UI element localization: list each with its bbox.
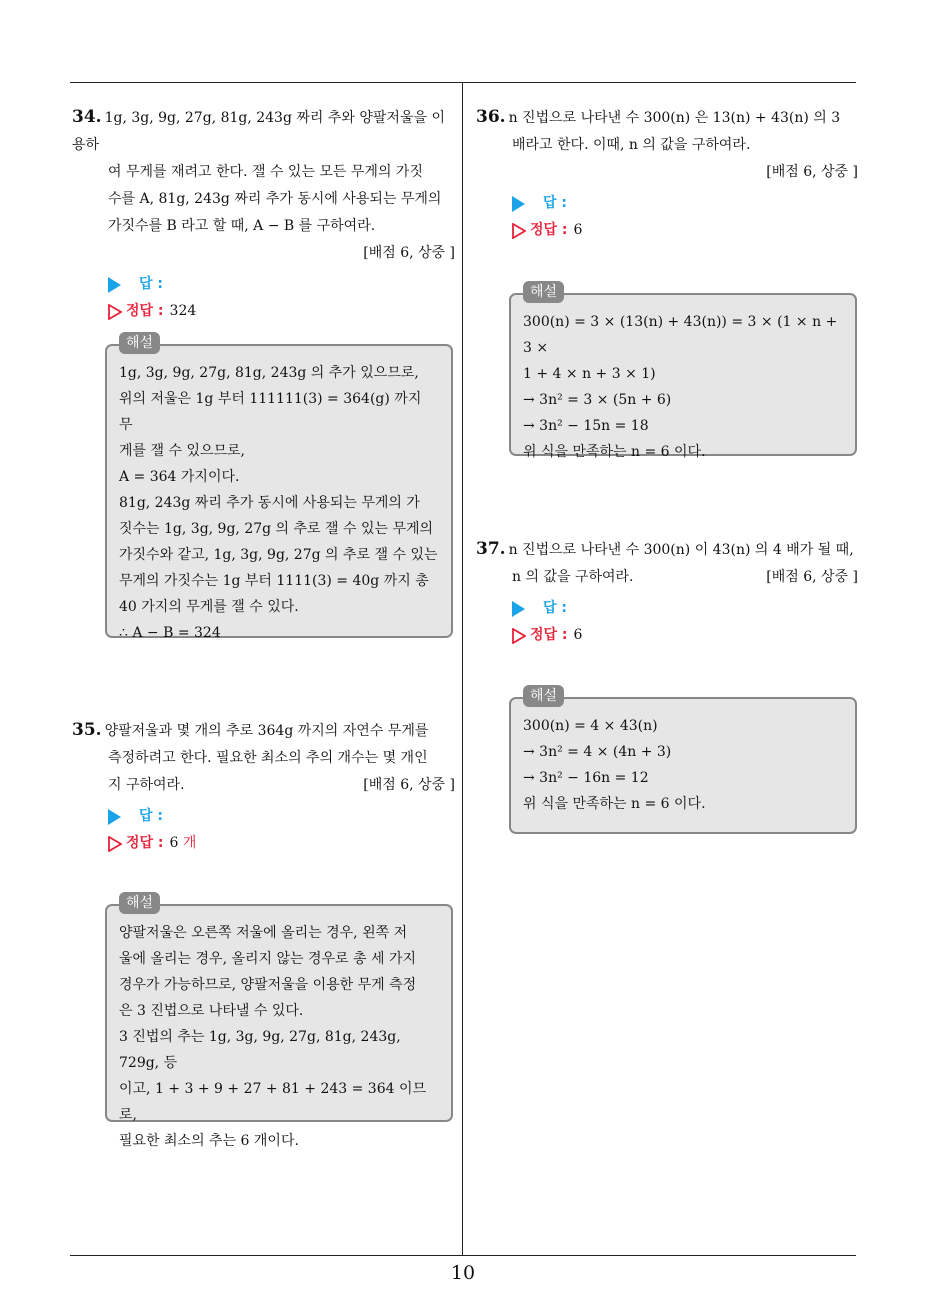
answer-block	[72, 803, 455, 857]
correct-answer-label: 정답 :	[126, 303, 164, 319]
explanation-line: → 3n² − 15n = 18	[523, 418, 649, 434]
outline-triangle-icon	[512, 223, 526, 239]
answer-label: 답 :	[543, 195, 567, 211]
answer-label: 답 :	[139, 808, 163, 824]
points-label: [배점 6, 상중 ]	[363, 245, 455, 261]
explanation-line: 필요한 최소의 추는 6 개이다.	[119, 1133, 299, 1149]
problem-number: 36.	[476, 107, 506, 127]
problem-text-line: 1g, 3g, 9g, 27g, 81g, 243g 짜리 추와 양팔저울을 이용하	[72, 110, 445, 153]
explanation-tag: 해설	[523, 281, 564, 303]
answer-block	[476, 595, 858, 649]
problem-text-line: n 의 값을 구하여라.	[512, 569, 634, 585]
outline-triangle-icon	[512, 628, 526, 644]
correct-answer-value: 6	[573, 627, 583, 643]
filled-triangle-icon	[512, 601, 525, 617]
problem-text-line: 여 무게를 재려고 한다. 잴 수 있는 모든 무게의 가짓	[108, 164, 423, 180]
explanation-line: 양팔저울은 오른쪽 저울에 올리는 경우, 왼쪽 저	[119, 925, 408, 941]
explanation-line: 울에 올리는 경우, 올리지 않는 경우로 총 세 가지	[119, 951, 417, 967]
problem-text-line: 가짓수를 B 라고 할 때, A − B 를 구하여라.	[108, 218, 376, 234]
filled-triangle-icon	[108, 809, 121, 825]
correct-answer-label: 정답 :	[530, 627, 568, 643]
correct-answer-value: 324	[169, 303, 197, 319]
explanation-line: 1g, 3g, 9g, 27g, 81g, 243g 의 추가 있으므로,	[119, 365, 419, 381]
problem-number: 34.	[72, 107, 102, 127]
correct-answer-unit: 개	[182, 835, 197, 851]
problem-number: 35.	[72, 720, 102, 740]
top-rule	[70, 82, 856, 83]
explanation-tag: 해설	[119, 332, 160, 354]
answer-label: 답 :	[543, 600, 567, 616]
problem-34	[72, 104, 455, 325]
problem-text-line: 배라고 한다. 이때, n 의 값을 구하여라.	[512, 137, 751, 153]
bottom-rule	[70, 1255, 856, 1256]
explanation-box-37	[509, 688, 857, 834]
problem-text-line: n 진법으로 나타낸 수 300(n) 은 13(n) + 43(n) 의 3	[508, 110, 841, 126]
explanation-line: 위의 저울은 1g 부터 111111(3) = 364(g) 까지 무	[119, 391, 422, 433]
explanation-line: A = 364 가지이다.	[119, 469, 240, 485]
explanation-line: 가짓수와 같고, 1g, 3g, 9g, 27g 의 추로 잴 수 있는	[119, 547, 438, 563]
explanation-line: → 3n² = 3 × (5n + 6)	[523, 392, 672, 408]
explanation-line: 게를 잴 수 있으므로,	[119, 443, 245, 459]
explanation-tag: 해설	[119, 892, 160, 914]
page-number: 10	[450, 1262, 476, 1284]
explanation-box-36	[509, 284, 857, 460]
explanation-line: 짓수는 1g, 3g, 9g, 27g 의 추로 잴 수 있는 무게의	[119, 521, 434, 537]
correct-answer-label: 정답 :	[126, 835, 164, 851]
problem-37	[476, 536, 858, 649]
explanation-line: 경우가 가능하므로, 양팔저울을 이용한 무게 측정	[119, 977, 417, 993]
correct-answer-label: 정답 :	[530, 222, 568, 238]
outline-triangle-icon	[108, 304, 122, 320]
problem-text-line: n 진법으로 나타낸 수 300(n) 이 43(n) 의 4 배가 될 때,	[508, 542, 854, 558]
explanation-line: 40 가지의 무게를 잴 수 있다.	[119, 599, 299, 615]
explanation-line: 81g, 243g 짜리 추가 동시에 사용되는 무게의 가	[119, 495, 420, 511]
outline-triangle-icon	[108, 836, 122, 852]
correct-answer-value: 6	[169, 835, 179, 851]
points-label: [배점 6, 상중 ]	[766, 164, 858, 180]
problem-text-line: 수를 A, 81g, 243g 짜리 추가 동시에 사용되는 무게의	[108, 191, 442, 207]
explanation-line: 300(n) = 4 × 43(n)	[523, 718, 658, 734]
explanation-box-34	[105, 335, 453, 641]
explanation-line: 300(n) = 3 × (13(n) + 43(n)) = 3 × (1 × n + 3 ×	[523, 314, 838, 356]
explanation-line: ∴ A − B = 324	[119, 625, 221, 641]
filled-triangle-icon	[108, 277, 121, 293]
answer-block	[72, 271, 455, 325]
explanation-line: 무게의 가짓수는 1g 부터 1111(3) = 40g 까지 총	[119, 573, 429, 589]
filled-triangle-icon	[512, 196, 525, 212]
explanation-box-35	[105, 895, 453, 1149]
explanation-line: 은 3 진법으로 나타낼 수 있다.	[119, 1003, 304, 1019]
explanation-line: 위 식을 만족하는 n = 6 이다.	[523, 444, 706, 460]
answer-label: 답 :	[139, 276, 163, 292]
problem-text-line: 측정하려고 한다. 필요한 최소의 추의 개수는 몇 개인	[108, 750, 428, 766]
answer-block	[476, 190, 858, 244]
explanation-line: 위 식을 만족하는 n = 6 이다.	[523, 796, 706, 812]
points-label: [배점 6, 상중 ]	[363, 777, 455, 793]
explanation-line: → 3n² = 4 × (4n + 3)	[523, 744, 672, 760]
problem-number: 37.	[476, 539, 506, 559]
problem-35	[72, 717, 455, 857]
column-divider	[462, 82, 463, 1256]
problem-36	[476, 104, 858, 244]
explanation-tag: 해설	[523, 685, 564, 707]
points-label: [배점 6, 상중 ]	[766, 569, 858, 585]
explanation-line: → 3n² − 16n = 12	[523, 770, 649, 786]
explanation-line: 1 + 4 × n + 3 × 1)	[523, 366, 656, 382]
problem-text-line: 지 구하여라.	[108, 777, 185, 793]
correct-answer-value: 6	[573, 222, 583, 238]
explanation-line: 이고, 1 + 3 + 9 + 27 + 81 + 243 = 364 이므로,	[119, 1081, 427, 1123]
explanation-line: 3 진법의 추는 1g, 3g, 9g, 27g, 81g, 243g, 729g, 등	[119, 1029, 401, 1071]
problem-text-line: 양팔저울과 몇 개의 추로 364g 까지의 자연수 무게를	[104, 723, 429, 739]
